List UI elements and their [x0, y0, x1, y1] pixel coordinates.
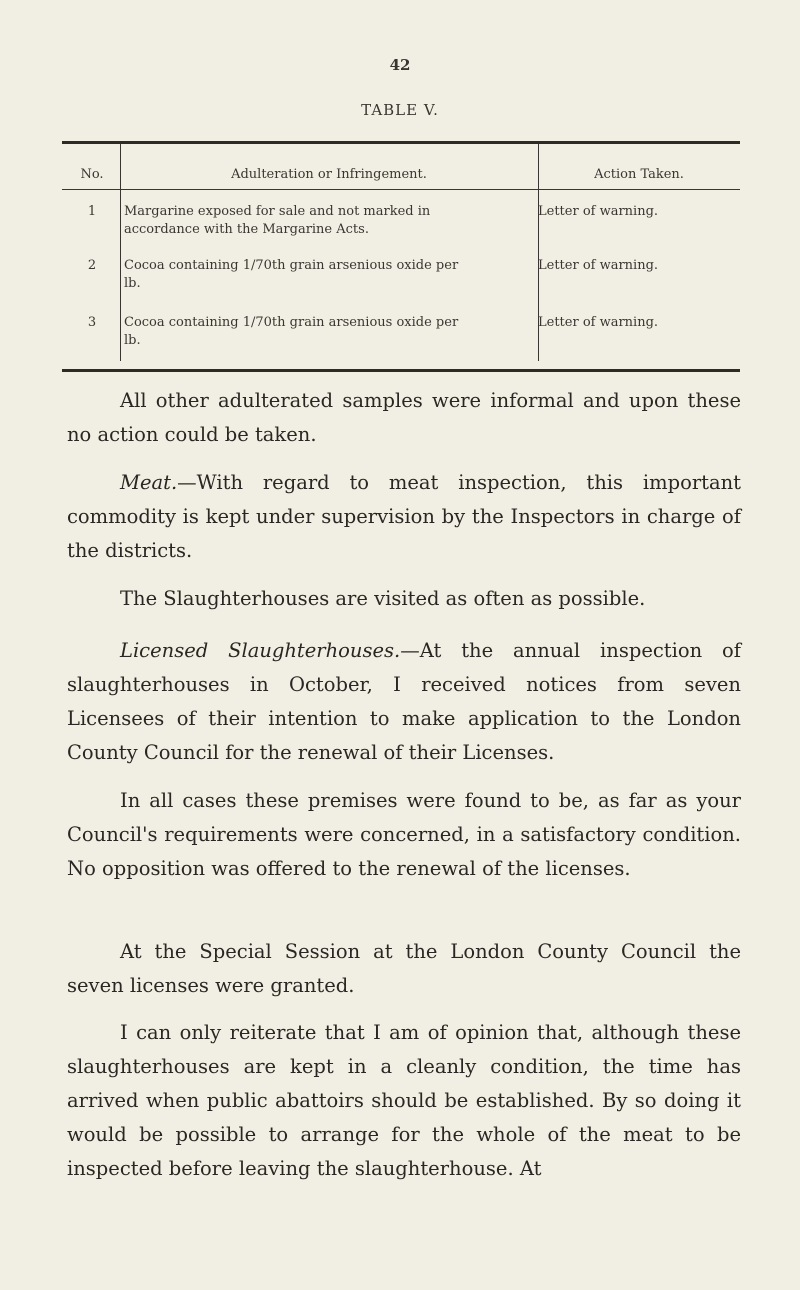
page-number: 42	[389, 56, 411, 74]
paragraph-slaughterhouses: The Slaughterhouses are visited as often as possible.	[120, 587, 646, 610]
table-row-3-no: 3	[87, 315, 97, 330]
paragraph-licensed	[67, 634, 741, 770]
paragraph-abattoirs: I can only reiterate that I am of opinion that, although these slaughterhouses are kept in a cleanly condition, the time has arrived when public abattoirs should be established. By so doing it would be possible to arrange for the whole of the meat to be inspected before leaving the slaughterhouse. At	[67, 1021, 741, 1180]
paragraph-informal-samples: All other adulterated samples were informal and upon these no action could be taken.	[67, 389, 741, 446]
paragraph-meat	[67, 466, 741, 568]
header-action: Action Taken.	[594, 167, 684, 182]
header-no: No.	[80, 167, 104, 182]
adulteration-table	[62, 141, 740, 372]
paragraph-special-session: At the Special Session at the London County Council the seven licenses were granted.	[67, 940, 741, 997]
licensed-text: —At the annual inspection of slaughterhouses in October, I received notices from seven Licensees of their intention to make application to the London County Council for the renewal of their Licenses.	[67, 639, 741, 764]
table-title: TABLE V.	[361, 101, 439, 119]
table-row-2-no: 2	[87, 258, 97, 273]
meat-text: —With regard to meat inspection, this important commodity is kept under supervision by the Inspectors in charge of the districts.	[67, 471, 741, 562]
table-row-1-action: Letter of warning.	[538, 204, 659, 219]
table-row-1-adulteration: Margarine exposed for sale and not marked in accordance with the Margarine Acts.	[124, 204, 431, 237]
header-adulteration: Adulteration or Infringement.	[231, 167, 427, 182]
table-row-1-no: 1	[87, 204, 97, 219]
table-row-3-adulteration: Cocoa containing 1/70th grain arsenious oxide per lb.	[124, 315, 459, 348]
table-row-3-action: Letter of warning.	[538, 315, 659, 330]
table-row-2-adulteration: Cocoa containing 1/70th grain arsenious oxide per lb.	[124, 258, 459, 291]
table-row-2-action: Letter of warning.	[538, 258, 659, 273]
licensed-heading: Licensed Slaughterhouses.	[120, 639, 401, 662]
paragraph-premises: In all cases these premises were found to be, as far as your Council's requirements were concerned, in a satisfactory condition. No opposition was offered to the renewal of the licenses.	[67, 789, 741, 880]
meat-heading: Meat.	[120, 471, 178, 494]
header-rule	[62, 189, 740, 190]
